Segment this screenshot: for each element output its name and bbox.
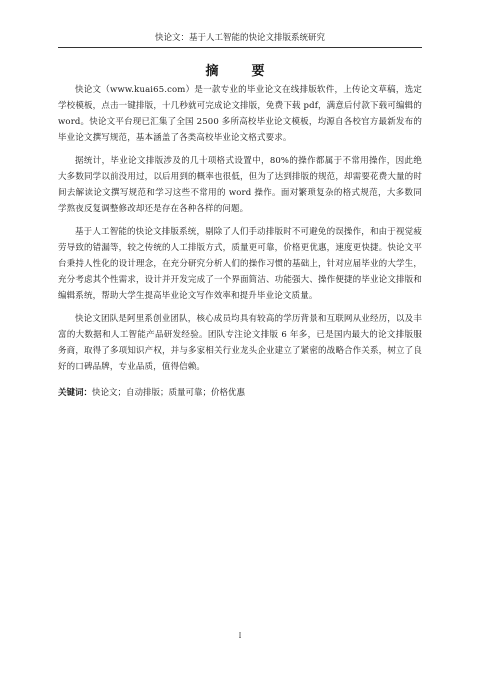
keywords-label: 关键词：	[58, 388, 93, 398]
abstract-title: 摘 要	[205, 64, 275, 79]
page-number: I	[238, 632, 242, 640]
running-header: 快论文：基于人工智能的快论文排版系统研究	[58, 33, 422, 48]
abstract-paragraph-1: 快论文（www.kuai65.com）是一款专业的毕业论文在线排版软件，上传论文草稿，选定学校模板，点击一键排版，十几秒就可完成论文排版，免费下载 pdf，满意后付款下载可编辑的 word。快论文平台现已汇集了全国 2500 多所高校毕业论文模板，均源自各校官方最新发布的毕业论文撰写规范，基本涵盖了各类高校毕业论文格式要求。	[58, 85, 422, 143]
keywords-list: 快论文；自动排版；质量可靠；价格优惠	[92, 388, 246, 398]
abstract-body	[58, 82, 422, 401]
keywords-line	[58, 385, 422, 401]
abstract-paragraph-3: 基于人工智能的快论文排版系统，剔除了人们手动排版时不可避免的误操作，和由于视觉疲劳导致的错漏等，较之传统的人工排版方式，质量更可靠，价格更优惠，速度更快捷。快论文平台秉持人性化的设计理念，在充分研究分析人们的操作习惯的基础上，针对应届毕业的大学生，充分考虑其个性需求，设计并开发完成了一个界面简洁、功能强大、操作便捷的毕业论文排版和编辑系统，帮助大学生提高毕业论文写作效率和提升毕业论文质量。	[58, 227, 422, 301]
abstract-paragraph-2: 据统计，毕业论文排版涉及的几十项格式设置中，80%的操作都属于不常用操作，因此绝大多数同学以前没用过，以后用到的概率也很低，但为了达到排版的规范，却需要花费大量的时间去解读论文撰写规范和学习这些不常用的 word 操作。面对繁琐复杂的格式规范，大多数同学熬夜反复调整修改却还是存在各种各样的问题。	[58, 156, 422, 214]
abstract-paragraph-4: 快论文团队是阿里系创业团队，核心成员均具有较高的学历背景和互联网从业经历，以及丰富的大数据和人工智能产品研发经验。团队专注论文排版 6 年多，已是国内最大的论文排版服务商，取得了多项知识产权，并与多家相关行业龙头企业建立了紧密的战略合作关系，树立了良好的口碑品牌，专业品质，值得信赖。	[58, 314, 422, 372]
